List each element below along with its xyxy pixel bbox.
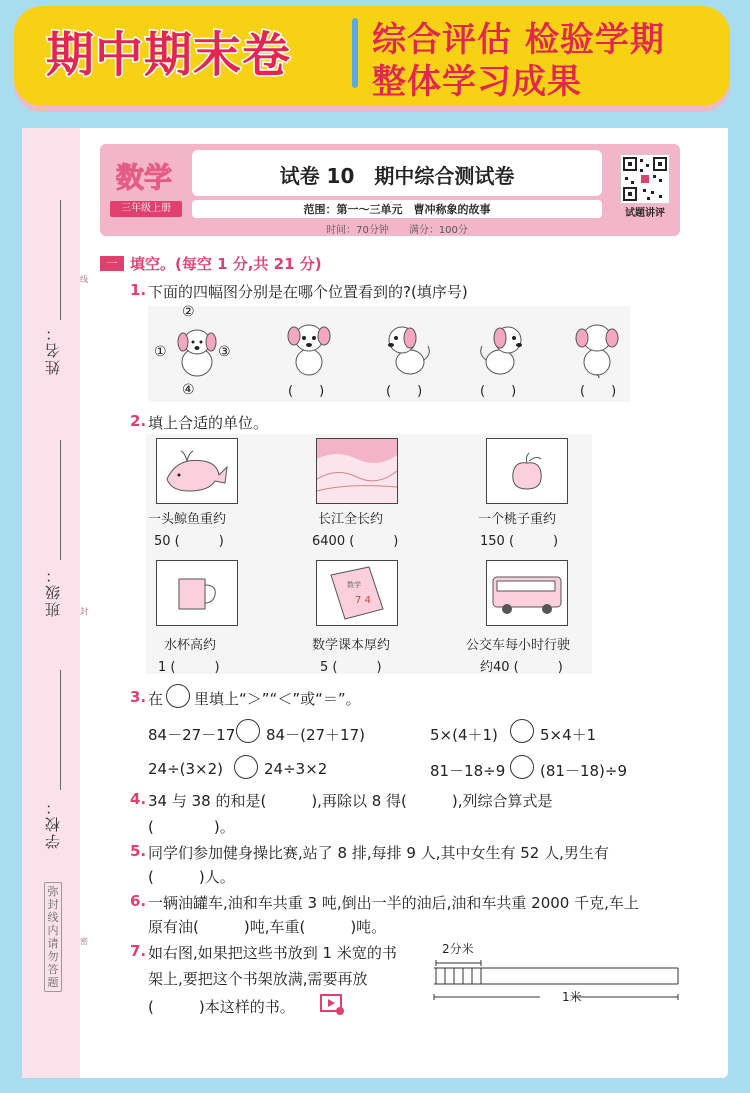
answer-blank[interactable]: ( ) (386, 384, 423, 399)
length-label-2dm: 2分米 (442, 942, 474, 956)
question-text: 如右图,如果把这些书放到 1 米宽的书 (148, 944, 397, 962)
compare-circle[interactable] (236, 719, 260, 743)
expr-left: 24÷(3×2) (148, 760, 224, 778)
section-title: 填空。(每空 1 分,共 21 分) (130, 255, 322, 273)
dog-left-view-icon (382, 318, 432, 378)
question-text: 同学们参加健身操比赛,站了 8 排,每排 9 人,其中女生有 52 人,男生有 (148, 844, 609, 862)
dog-back-view-icon (572, 318, 622, 378)
length-label-1m: 1米 (562, 990, 582, 1004)
qr-label: 试题讲评 (625, 208, 665, 219)
school-line (60, 670, 61, 790)
peach-answer[interactable]: 150 ( ) (480, 534, 559, 549)
banner-slogan-line2: 整体学习成果 (372, 62, 582, 102)
seal-dot: 线 (80, 275, 88, 284)
answer-blank[interactable]: 原有油( )吨,车重( )吨。 (148, 918, 387, 936)
textbook-picture (316, 560, 398, 626)
answer-blank[interactable]: ( )人。 (148, 868, 235, 886)
expr-left: 84－27－17 (148, 726, 236, 744)
peach-caption: 一个桃子重约 (478, 512, 557, 527)
position-mark-1: ① (154, 344, 167, 360)
question-number: 6. (130, 892, 147, 910)
answer-blank[interactable]: ( ) (480, 384, 517, 399)
question-number: 5. (130, 842, 147, 860)
yangtze-picture (316, 438, 398, 504)
exam-title: 试卷 10 期中综合测试卷 (279, 164, 515, 188)
question-text: 填上合适的单位。 (148, 414, 269, 432)
compare-circle[interactable] (234, 755, 258, 779)
question-text: 架上,要把这个书架放满,需要再放 (148, 970, 368, 988)
cup-picture (156, 560, 238, 626)
position-mark-2: ② (182, 304, 195, 320)
class-line (60, 440, 61, 560)
river-answer[interactable]: 6400 ( ) (312, 534, 399, 549)
question-number: 3. (130, 688, 147, 706)
dog-right-view-icon (478, 318, 528, 378)
expr-right: 84－(27＋17) (266, 726, 365, 744)
school-label: 学校： (44, 798, 62, 849)
name-label: 姓名： (44, 324, 62, 375)
name-line (60, 200, 61, 320)
exam-range: 范围：第一～三单元 曹冲称象的故事 (303, 203, 491, 216)
dog-center-icon (172, 322, 222, 380)
answer-blank[interactable]: ( )本这样的书。 (148, 998, 295, 1016)
qr-code-icon[interactable] (620, 154, 670, 204)
compare-circle-example (166, 684, 190, 708)
seal-dot: 密 (80, 937, 88, 946)
position-mark-4: ④ (182, 382, 195, 398)
whale-caption: 一头鲸鱼重约 (148, 512, 227, 527)
question-number: 2. (130, 412, 147, 430)
expr-right: 24÷3×2 (264, 760, 328, 778)
expr-left: 81－18÷9 (430, 762, 506, 780)
compare-circle[interactable] (510, 719, 534, 743)
section-badge: 一 (100, 256, 124, 271)
question-text-b: 里填上“＞”“＜”或“＝”。 (194, 690, 361, 708)
river-caption: 长江全长约 (318, 512, 384, 527)
class-label: 班级： (44, 566, 62, 617)
peach-picture (486, 438, 568, 504)
question-number: 4. (130, 790, 147, 808)
question-text-a: 在 (148, 690, 164, 708)
compare-circle[interactable] (510, 755, 534, 779)
question-text: 一辆油罐车,油和车共重 3 吨,倒出一半的油后,油和车共重 2000 千克,车上 (148, 894, 639, 912)
grade-badge: 三年级上册 (110, 201, 182, 217)
question-text: 下面的四幅图分别是在哪个位置看到的?(填序号) (148, 283, 468, 301)
question-text: 34 与 38 的和是( ),再除以 8 得( ),列综合算式是 (148, 792, 553, 810)
seal-dot: 封 (80, 607, 88, 616)
answer-blank[interactable]: ( )。 (148, 818, 235, 836)
banner-divider (352, 18, 358, 88)
answer-blank[interactable]: ( ) (288, 384, 325, 399)
svg-text:7 4: 7 4 (355, 595, 371, 606)
position-mark-3: ③ (218, 344, 231, 360)
bus-picture (486, 560, 568, 626)
answer-blank[interactable]: ( ) (580, 384, 617, 399)
bus-answer[interactable]: 约40 ( ) (480, 660, 563, 675)
question-number: 7. (130, 942, 147, 960)
subject-label: 数学 (116, 161, 173, 194)
expr-left: 5×(4＋1) (430, 726, 498, 744)
question-number: 1. (130, 281, 147, 299)
seal-note: 弥封线内请勿答题 (44, 882, 62, 992)
textbook-answer[interactable]: 5 ( ) (320, 660, 382, 675)
banner-title: 期中期末卷 (46, 27, 292, 83)
whale-picture (156, 438, 238, 504)
video-play-icon[interactable] (320, 994, 346, 1016)
exam-time-info: 时间：70分钟 满分：100分 (326, 225, 468, 236)
dog-front-view-icon (284, 318, 334, 378)
svg-text:数学: 数学 (347, 581, 361, 589)
expr-right: (81－18)÷9 (540, 762, 627, 780)
cup-answer[interactable]: 1 ( ) (158, 660, 220, 675)
expr-right: 5×4＋1 (540, 726, 597, 744)
bus-caption: 公交车每小时行驶 (466, 638, 571, 653)
banner-slogan-line1: 综合评估 检验学期 (372, 20, 665, 60)
textbook-caption: 数学课本厚约 (312, 638, 391, 653)
whale-answer[interactable]: 50 ( ) (154, 534, 224, 549)
cup-caption: 水杯高约 (164, 638, 217, 653)
